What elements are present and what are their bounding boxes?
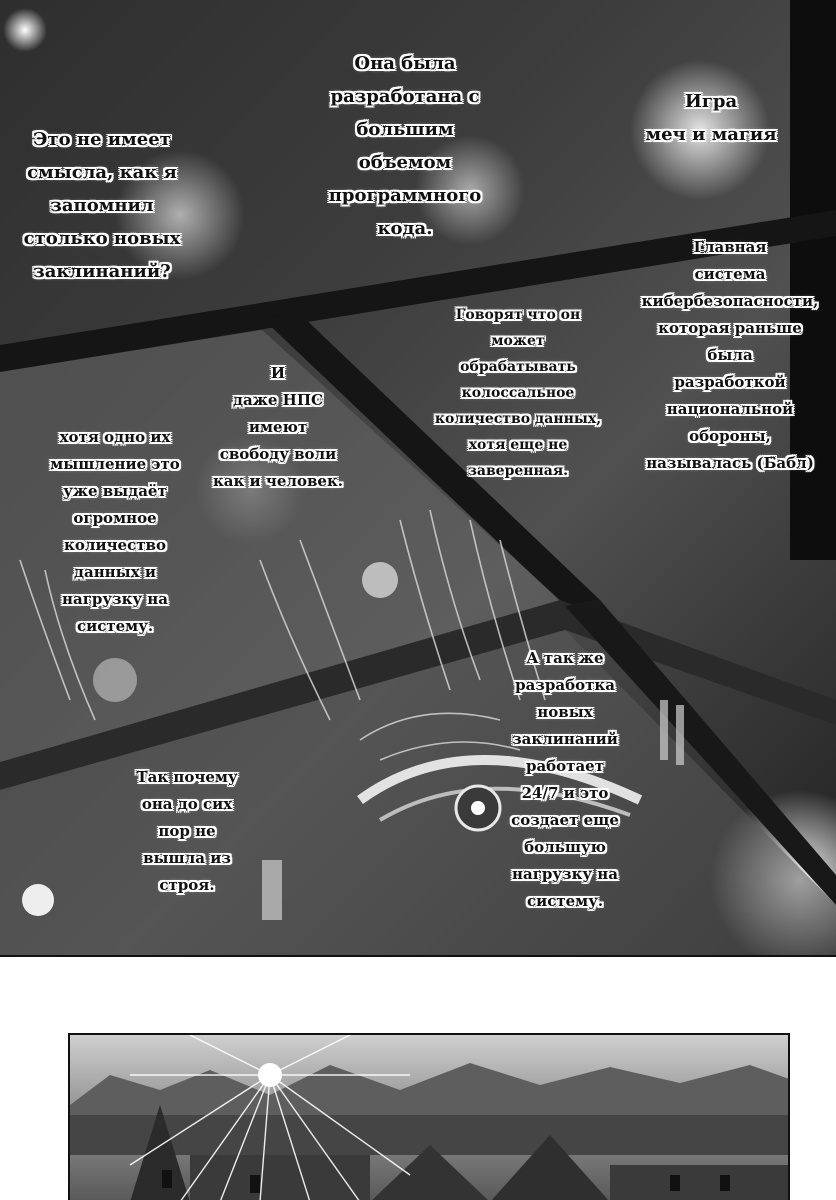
bubble-data-capacity: Говорят что он может обрабатывать колоссальное количество данных, хотя еще не заверенная.	[434, 307, 602, 479]
bubble-spells-memory: Это не имеет смысла, как я запомнил столько новых заклинаний?	[23, 129, 181, 282]
bubble-game-title: Игра меч и магия	[645, 91, 777, 145]
castle-landscape-illustration	[70, 1035, 790, 1200]
bubble-code-volume: Она была разработана с большим объемом программного кода.	[328, 53, 482, 239]
bubble-thinking-load: хотя одно их мышление это уже выдаёт огромное количество данных и нагрузку на систему.	[50, 428, 180, 635]
manga-panel-castle-scene	[68, 1033, 790, 1200]
bubble-spell-dev: А так же разработка новых заклинаний работает 24/7 и это создает еще большую нагрузку на систему.	[511, 649, 619, 910]
bubble-why-not-broken: Так почему она до сих пор не вышла из строя.	[136, 768, 238, 894]
bubble-security-system: Главная система кибербезопасности, которая раньше была разработкой национальной обороны, называлась (Бабл)	[641, 238, 819, 472]
bubble-npc-free-will: И даже НПС имеют свободу воли как и человек.	[212, 364, 344, 490]
